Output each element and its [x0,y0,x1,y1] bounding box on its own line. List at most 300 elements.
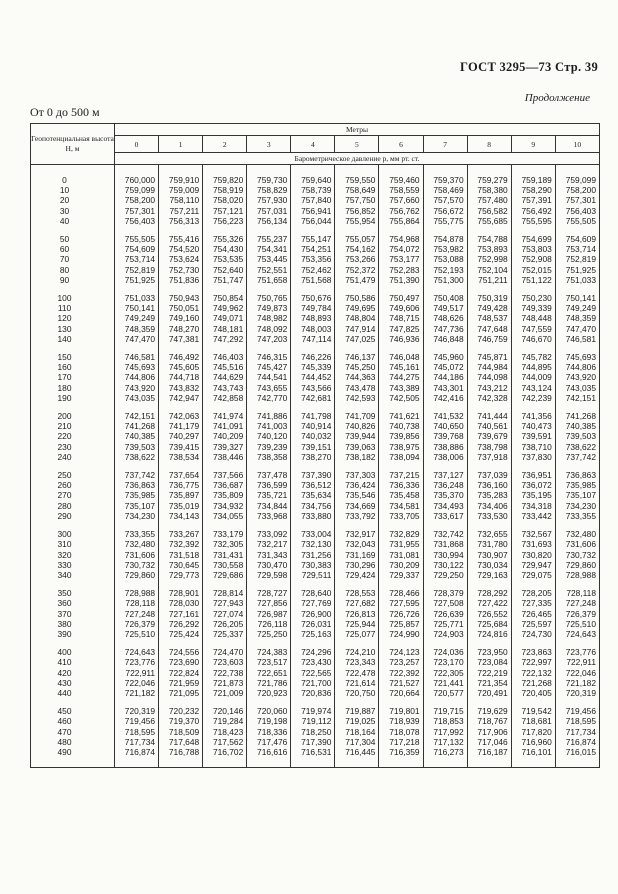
pressure-value: 736,072 [521,480,552,491]
pressure-value: 744,452 [301,372,332,383]
pressure-cell [115,529,159,588]
pressure-value: 741,356 [521,411,552,422]
pressure-value: 717,304 [345,736,376,747]
height-value: 80 [59,264,70,275]
pressure-value: 725,857 [389,618,420,629]
pressure-cell [467,352,511,411]
pressure-value: 728,901 [168,588,200,599]
pressure-cell [379,352,423,411]
pressure-cell [115,165,159,235]
pressure-value: 723,776 [124,657,156,668]
pressure-value: 731,256 [301,549,332,560]
pressure-value: 757,211 [169,205,200,216]
pressure-value: 747,559 [521,323,552,334]
pressure-value: 754,430 [212,244,244,255]
pressure-value: 732,742 [433,529,464,540]
pressure-value: 741,003 [257,421,288,432]
pressure-value: 724,990 [389,628,420,639]
height-range-label: От 0 до 500 м [30,105,100,119]
height-value: 60 [59,244,70,255]
height-value: 40 [59,215,70,226]
pressure-value: 740,385 [565,421,596,432]
pressure-value: 744,363 [345,372,376,383]
pressure-value: 749,784 [301,303,332,314]
pressure-value: 728,466 [389,588,420,599]
pressure-value: 720,232 [168,706,200,717]
pressure-cell [203,293,247,352]
pressure-cell [511,293,555,352]
pressure-cell [291,293,335,352]
pressure-value: 726,118 [257,618,288,629]
pressure-value: 754,788 [477,234,508,245]
pressure-cell [379,588,423,647]
pressure-value: 720,319 [124,706,156,717]
pressure-value: 752,819 [124,264,156,275]
pressure-value: 758,290 [521,185,552,196]
pressure-value: 742,328 [477,392,508,403]
pressure-value: 746,848 [433,333,464,344]
pressure-value: 730,034 [477,559,508,570]
height-value: 320 [57,549,72,560]
pressure-value: 742,858 [212,392,244,403]
pressure-value: 738,886 [433,441,464,452]
pressure-value: 737,303 [345,470,376,481]
pressure-value: 750,586 [345,293,376,304]
pressure-cell [555,470,599,529]
height-cell [31,470,115,529]
pressure-value: 727,422 [477,598,508,609]
pressure-value: 754,699 [521,234,552,245]
pressure-value: 726,031 [301,618,332,629]
pressure-value: 756,044 [301,215,332,226]
pressure-value: 716,960 [521,736,552,747]
pressure-value: 746,137 [345,352,376,363]
pressure-value: 723,950 [477,647,508,658]
pressure-value: 717,476 [257,736,288,747]
pressure-value: 750,854 [212,293,244,304]
pressure-value: 731,431 [212,549,244,560]
pressure-cell [555,588,599,647]
pressure-value: 757,301 [565,195,596,206]
pressure-cell [423,352,467,411]
pressure-cell [335,470,379,529]
pressure-value: 747,648 [477,323,508,334]
pressure-value: 732,130 [301,539,332,550]
pressure-cell [423,470,467,529]
pressure-value: 738,534 [168,451,200,462]
pressure-cell [555,647,599,706]
pressure-value: 747,292 [212,333,244,344]
pressure-value: 716,874 [565,736,596,747]
pressure-cell [511,470,555,529]
pressure-value: 734,756 [301,500,332,511]
pressure-value: 745,782 [521,352,552,363]
pressure-value: 742,063 [168,411,200,422]
pressure-value: 750,765 [257,293,288,304]
pressure-value: 737,654 [168,470,200,481]
pressure-value: 743,920 [565,372,596,383]
pressure-value: 755,775 [433,215,464,226]
height-value: 10 [59,185,70,196]
pressure-value: 753,535 [212,254,244,265]
pressure-value: 729,075 [521,569,552,580]
pressure-value: 757,031 [257,205,288,216]
pressure-value: 738,182 [345,451,376,462]
pressure-value: 747,825 [389,323,420,334]
pressure-value: 748,359 [565,313,596,324]
pressure-value: 736,160 [477,480,508,491]
pressure-cell [335,293,379,352]
pressure-value: 724,903 [433,628,464,639]
pressure-value: 724,470 [212,647,244,658]
height-cell [31,352,115,411]
pressure-value: 720,923 [257,687,288,698]
pressure-value: 722,997 [521,657,552,668]
pressure-value: 719,370 [168,716,200,727]
pressure-value: 752,730 [168,264,200,275]
pressure-value: 754,520 [168,244,200,255]
pressure-cell [247,588,291,647]
pressure-value: 733,355 [124,529,156,540]
pressure-value: 739,327 [212,441,244,452]
pressure-value: 745,161 [389,362,420,373]
pressure-value: 747,470 [124,333,156,344]
table-row [31,293,600,352]
pressure-cell [423,411,467,470]
pressure-value: 747,914 [345,323,376,334]
pressure-value: 732,392 [168,539,200,550]
pressure-value: 730,907 [477,549,508,560]
pressure-value: 723,776 [565,647,596,658]
pressure-value: 750,230 [521,293,552,304]
pressure-value: 755,147 [301,234,332,245]
pressure-cell [511,588,555,647]
pressure-cell [247,706,291,768]
pressure-value: 737,742 [565,451,596,462]
height-value: 160 [57,362,72,373]
pressure-value: 717,734 [565,726,596,737]
pressure-value: 720,405 [521,687,552,698]
pressure-value: 730,732 [565,549,596,560]
pressure-value: 734,143 [168,510,200,521]
height-value: 230 [57,441,72,452]
pressure-value: 728,814 [212,588,244,599]
pressure-value: 739,503 [565,431,596,442]
pressure-value: 737,127 [433,470,464,481]
pressure-value: 752,015 [521,264,552,275]
pressure-value: 730,296 [345,559,376,570]
pressure-value: 729,686 [212,569,244,580]
pressure-cell [291,411,335,470]
pressure-value: 733,004 [301,529,332,540]
pressure-value: 717,218 [389,736,420,747]
pressure-value: 758,380 [477,185,508,196]
pressure-value: 756,672 [433,205,464,216]
pressure-value: 718,423 [212,726,244,737]
pressure-value: 755,505 [565,215,596,226]
pressure-value: 749,160 [168,313,200,324]
pressure-value: 741,532 [433,411,464,422]
pressure-value: 716,874 [124,746,156,757]
pressure-value: 717,648 [168,736,200,747]
pressure-value: 717,906 [477,726,508,737]
pressure-value: 734,230 [124,510,156,521]
pressure-value: 733,442 [521,510,552,521]
height-value: 360 [57,598,72,609]
pressure-value: 723,863 [521,647,552,658]
pressure-value: 721,959 [168,677,200,688]
pressure-value: 728,292 [477,588,508,599]
column-number: 3 [247,136,291,153]
pressure-cell [511,165,555,235]
pressure-value: 733,792 [345,510,376,521]
pressure-value: 748,715 [389,313,420,324]
pressure-value: 743,212 [477,382,508,393]
pressure-value: 742,151 [565,392,596,403]
pressure-value: 726,900 [301,608,332,619]
pressure-value: 729,773 [168,569,200,580]
pressure-value: 748,804 [345,313,376,324]
pressure-cell [379,647,423,706]
pressure-value: 744,098 [477,372,508,383]
pressure-value: 756,134 [257,215,288,226]
pressure-value: 759,009 [168,185,200,196]
pressure-value: 735,107 [124,500,156,511]
pressure-value: 751,925 [565,264,596,275]
height-value: 390 [57,628,72,639]
pressure-value: 730,383 [301,559,332,570]
pressure-cell [159,293,203,352]
pressure-value: 740,297 [168,431,200,442]
table-row [31,234,600,293]
pressure-value: 759,550 [345,175,376,185]
pressure-value: 743,743 [212,382,244,393]
pressure-value: 749,249 [124,313,156,324]
column-number: 5 [335,136,379,153]
pressure-value: 746,581 [124,352,156,363]
height-value: 370 [57,608,72,619]
pressure-value: 754,878 [433,234,464,245]
pressure-value: 758,469 [433,185,464,196]
pressure-value: 722,132 [521,667,552,678]
pressure-value: 748,537 [477,313,508,324]
pressure-cell [379,234,423,293]
pressure-value: 745,427 [257,362,288,373]
height-value: 260 [57,480,72,491]
pressure-value: 719,542 [521,706,552,717]
pressure-value: 749,606 [389,303,420,314]
pressure-value: 745,516 [212,362,244,373]
pressure-value: 753,803 [521,244,552,255]
table-header [31,124,600,165]
pressure-value: 738,622 [124,451,156,462]
pressure-value: 726,205 [212,618,244,629]
pressure-value: 717,820 [521,726,552,737]
pressure-value: 758,020 [212,195,244,206]
pressure-value: 738,446 [212,451,244,462]
pressure-value: 734,406 [477,500,508,511]
pressure-value: 741,444 [477,411,508,422]
pressure-value: 743,389 [389,382,420,393]
pressure-value: 757,840 [301,195,332,206]
pressure-value: 718,164 [345,726,376,737]
pressure-value: 729,250 [433,569,464,580]
pressure-cell [159,352,203,411]
pressure-value: 747,736 [433,323,464,334]
height-value: 50 [59,234,70,245]
pressure-value: 747,470 [565,323,596,334]
pressure-value: 730,470 [257,559,288,570]
pressure-value: 746,670 [521,333,552,344]
pressure-cell [511,234,555,293]
pressure-value: 751,925 [124,274,156,285]
pressure-value: 756,852 [345,205,376,216]
pressure-value: 753,714 [124,254,156,265]
pressure-value: 719,801 [389,706,420,717]
pressure-value: 737,039 [477,470,508,481]
pressure-value: 720,836 [301,687,332,698]
pressure-value: 729,860 [565,559,596,570]
pressure-value: 723,430 [301,657,332,668]
pressure-value: 754,072 [389,244,420,255]
pressure-value: 746,936 [389,333,420,344]
pressure-cell [335,165,379,235]
pressure-value: 741,798 [301,411,332,422]
pressure-value: 716,187 [477,746,508,757]
pressure-value: 744,806 [565,362,596,373]
pressure-cell [291,352,335,411]
pressure-value: 732,567 [521,529,552,540]
pressure-value: 718,078 [389,726,420,737]
pressure-value: 737,566 [212,470,244,481]
pressure-value: 726,379 [565,608,596,619]
pressure-cell [335,411,379,470]
pressure-value: 732,305 [212,539,244,550]
pressure-value: 731,081 [389,549,420,560]
pressure-value: 732,217 [257,539,288,550]
pressure-value: 727,248 [124,608,156,619]
pressure-cell [291,588,335,647]
pressure-value: 744,984 [477,362,508,373]
pressure-cell [115,411,159,470]
pressure-value: 727,595 [389,598,420,609]
pressure-value: 721,614 [345,677,376,688]
pressure-cell [555,165,599,235]
pressure-value: 738,094 [389,451,420,462]
pressure-cell [467,234,511,293]
pressure-value: 719,715 [433,706,464,717]
pressure-value: 757,301 [124,205,156,216]
standard-header: ГОСТ 3295—73 Стр. 39 [460,60,598,74]
pressure-value: 728,118 [566,588,596,599]
pressure-cell [203,165,247,235]
height-value: 330 [57,559,72,570]
pressure-value: 727,856 [257,598,288,609]
pressure-cell [203,706,247,768]
pressure-value: 758,919 [212,185,244,196]
pressure-value: 756,941 [301,205,332,216]
pressure-value: 731,518 [168,549,200,560]
pressure-value: 749,249 [565,303,596,314]
pressure-value: 736,863 [124,480,156,491]
pressure-value: 720,750 [345,687,376,698]
pressure-value: 738,710 [521,441,552,452]
pressure-value: 717,132 [433,736,464,747]
pressure-value: 723,170 [433,657,464,668]
pressure-value: 739,063 [345,441,376,452]
pressure-cell [115,352,159,411]
pressure-value: 721,182 [565,677,596,688]
pressure-value: 726,726 [389,608,420,619]
pressure-value: 750,497 [389,293,420,304]
pressure-value: 722,046 [124,677,156,688]
pressure-value: 725,510 [565,618,596,629]
pressure-value: 752,462 [301,264,332,275]
pressure-value: 754,251 [301,244,332,255]
pressure-value: 757,750 [345,195,376,206]
pressure-value: 731,868 [433,539,464,550]
pressure-value: 759,099 [124,185,156,196]
pressure-value: 730,558 [212,559,244,570]
pressure-value: 733,355 [565,510,596,521]
pressure-value: 745,605 [168,362,200,373]
pressure-value: 737,742 [124,470,156,481]
pressure-value: 735,721 [257,490,288,501]
height-value: 470 [57,726,72,737]
pressure-cell [511,411,555,470]
height-value: 200 [57,411,72,422]
pressure-value: 731,169 [345,549,376,560]
pressure-value: 725,944 [345,618,376,629]
pressure-cell [467,529,511,588]
pressure-value: 735,107 [565,490,596,501]
pressure-value: 751,122 [521,274,552,285]
pressure-value: 747,381 [168,333,200,344]
pressure-cell [335,234,379,293]
pressure-value: 756,492 [521,205,552,216]
pressure-value: 739,944 [345,431,376,442]
pressure-value: 728,118 [125,598,156,609]
pressure-value: 747,203 [257,333,288,344]
pressure-value: 735,897 [168,490,200,501]
pressure-value: 725,597 [521,618,552,629]
pressure-value: 727,248 [565,598,596,609]
pressure-cell [291,706,335,768]
pressure-value: 728,205 [521,588,552,599]
pressure-value: 744,275 [389,372,420,383]
pressure-value: 734,932 [212,500,244,511]
pressure-cell [511,647,555,706]
pressure-value: 744,186 [433,372,464,383]
pressure-value: 746,403 [212,352,244,363]
pressure-value: 749,962 [212,303,244,314]
pressure-value: 746,581 [565,333,596,344]
pressure-value: 745,871 [477,352,508,363]
pressure-value: 752,908 [521,254,552,265]
pressure-value: 742,947 [168,392,200,403]
pressure-value: 739,239 [257,441,288,452]
pressure-value: 759,730 [257,175,288,185]
pressure-value: 751,568 [301,274,332,285]
height-value: 280 [57,500,72,511]
pressure-value: 755,057 [345,234,376,245]
pressure-cell [159,647,203,706]
height-value: 300 [57,529,72,540]
pressure-value: 722,392 [389,667,420,678]
pressure-value: 758,200 [565,185,596,196]
height-value: 100 [57,293,72,304]
pressure-cell [423,165,467,235]
